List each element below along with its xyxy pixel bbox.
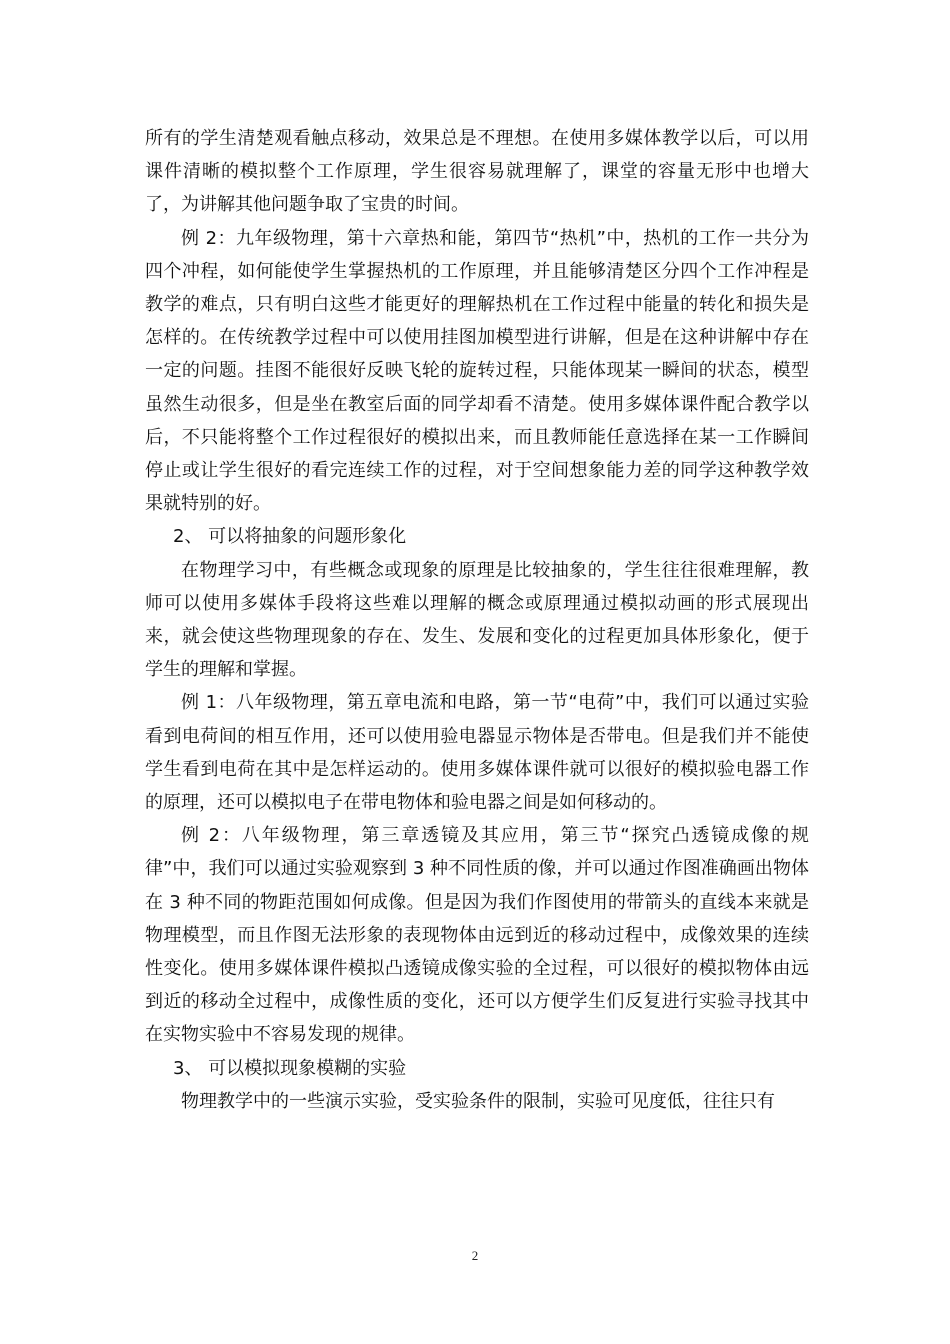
paragraph-example-lens: 例 2：八年级物理，第三章透镜及其应用，第三节“探究凸透镜成像的规律”中，我们可以通过实验观察到 3 种不同性质的像，并可以通过作图准确画出物体在 3 种不同的物距范围如何成像。但是因为我们作图使用的带箭头的直线本来就是物理模型，而且作图无法形象的表现物体由远到近的移动过程中，成像效果的连续性变化。使用多媒体课件模拟凸透镜成像实验的全过程，可以很好的模拟物体由远到近的移动全过程中，成像性质的变化，还可以方便学生们反复进行实验寻找其中在实物实验中不容易发现的规律。 [145, 825, 809, 1046]
paragraph-example-heat-engine: 例 2：九年级物理，第十六章热和能，第四节“热机”中，热机的工作一共分为四个冲程，如何能使学生掌握热机的工作原理，并且能够清楚区分四个工作冲程是教学的难点，只有明白这些才能更好的理解热机在工作过程中能量的转化和损失是怎样的。在传统教学过程中可以使用挂图加模型进行讲解，但是在这种讲解中存在一定的问题。挂图不能很好反映飞轮的旋转过程，只能体现某一瞬间的状态，模型虽然生动很多，但是坐在教室后面的同学却看不清楚。使用多媒体课件配合教学以后，不只能将整个工作过程很好的模拟出来，而且教师能任意选择在某一工作瞬间停止或让学生很好的看完连续工作的过程，对于空间想象能力差的同学这种教学效果就特别的好。 [145, 227, 809, 515]
section-heading-abstract: 2、 可以将抽象的问题形象化 [173, 526, 407, 548]
paragraph-demo-experiments: 物理教学中的一些演示实验，受实验条件的限制，实验可见度低，往往只有 [181, 1090, 775, 1112]
document-body [145, 122, 809, 1118]
section-heading-blurry-experiments: 3、 可以模拟现象模糊的实验 [173, 1057, 407, 1079]
paragraph-continued: 所有的学生清楚观看触点移动，效果总是不理想。在使用多媒体教学以后，可以用课件清晰的模拟整个工作原理，学生很容易就理解了，课堂的容量无形中也增大了，为讲解其他问题争取了宝贵的时间。 [145, 128, 809, 216]
paragraph-example-charge: 例 1：八年级物理，第五章电流和电路，第一节“电荷”中，我们可以通过实验看到电荷间的相互作用，还可以使用验电器显示物体是否带电。但是我们并不能使学生看到电荷在其中是怎样运动的。使用多媒体课件就可以很好的模拟验电器工作的原理，还可以模拟电子在带电物体和验电器之间是如何移动的。 [145, 692, 809, 814]
page-number: 2 [471, 1248, 479, 1263]
paragraph-abstract-intro: 在物理学习中，有些概念或现象的原理是比较抽象的，学生往往很难理解，教师可以使用多媒体手段将这些难以理解的概念或原理通过模拟动画的形式展现出来，就会使这些物理现象的存在、发生、发展和变化的过程更加具体形象化，便于学生的理解和掌握。 [145, 559, 809, 681]
